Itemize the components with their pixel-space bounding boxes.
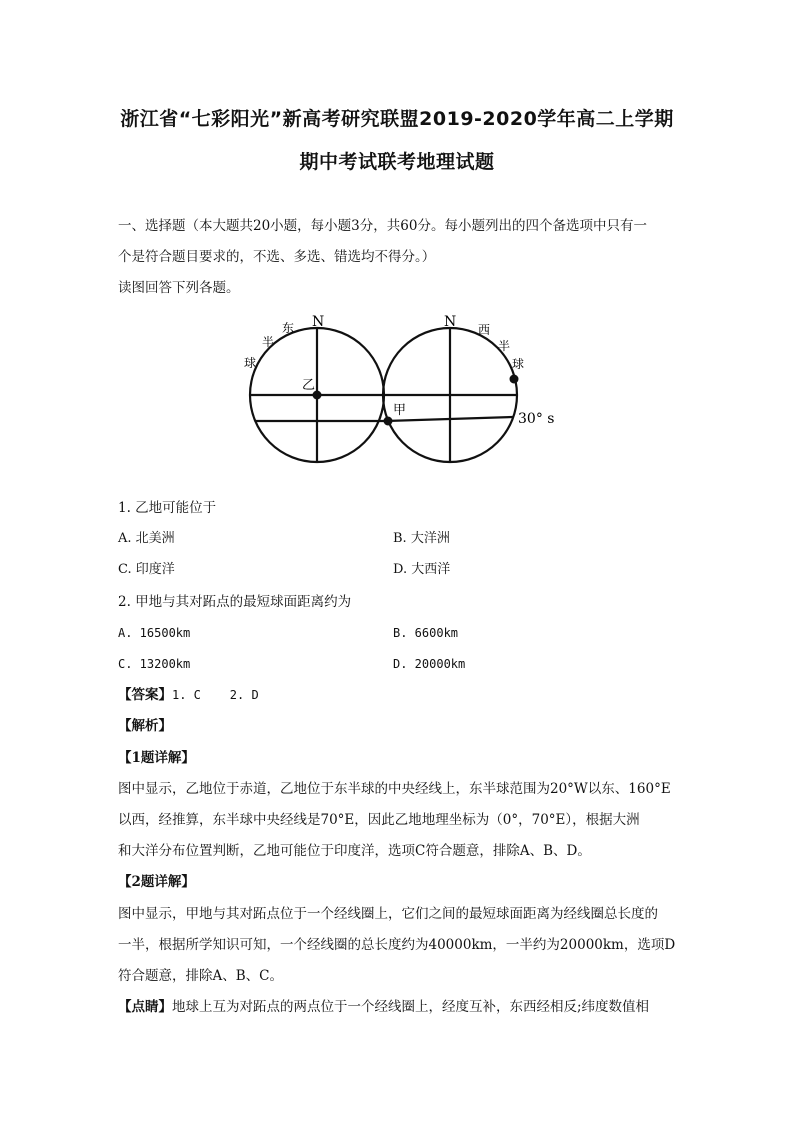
right-ban-label: 半 <box>498 339 511 353</box>
section-heading-line1: 一、选择题（本大题共20小题，每小题3分，共60分。每小题列出的四个备选项中只有一 <box>118 218 647 234</box>
q2-detail-line2: 一半，根据所学知识可知，一个经线圈的总长度约为40000km，一半约为20000km，选项D <box>118 937 676 953</box>
right-qiu-label: 球 <box>512 357 525 371</box>
q1-detail-label: 【1题详解】 <box>118 750 195 766</box>
document-title-line1: 浙江省“七彩阳光”新高考研究联盟2019-2020学年高二上学期 <box>120 108 674 130</box>
question-1-option-d: D. 大西洋 <box>393 562 451 577</box>
right-north-label: N <box>444 314 457 330</box>
question-1-option-c: C. 印度洋 <box>118 562 175 577</box>
question-2-option-d: D. 20000km <box>393 657 466 671</box>
tip-row <box>118 997 688 1017</box>
point-yi-label: 乙 <box>302 378 316 393</box>
left-north-label: N <box>312 314 325 330</box>
hemisphere-figure <box>230 305 570 487</box>
document-title-line2: 期中考试联考地理试题 <box>299 151 495 173</box>
tip-label: 【点睛】 <box>118 999 172 1015</box>
tip-text: 地球上互为对跖点的两点位于一个经线圈上，经度互补，东西经相反;纬度数值相 <box>172 999 650 1015</box>
left-dong-label: 东 <box>282 321 295 335</box>
point-jia-marker <box>384 417 393 426</box>
answer-value: 1. C 2. D <box>172 688 259 702</box>
question-2-option-c: C. 13200km <box>118 657 191 671</box>
left-ban-label: 半 <box>262 335 275 349</box>
right-edge-point-marker <box>510 375 519 384</box>
q1-detail-line1: 图中显示，乙地位于赤道，乙地位于东半球的中央经线上，东半球范围为20°W以东、160°E <box>118 781 671 797</box>
section-heading-line2: 个是符合题目要求的，不选、多选、错选均不得分。） <box>118 249 436 265</box>
question-1-stem: 1. 乙地可能位于 <box>118 500 217 516</box>
left-qiu-label: 球 <box>244 356 257 370</box>
q1-detail-line3: 和大洋分布位置判断，乙地可能位于印度洋，选项C符合题意，排除A、B、D。 <box>118 843 591 859</box>
question-1-option-a: A. 北美洲 <box>118 531 175 546</box>
question-2-option-a: A. 16500km <box>118 626 191 640</box>
q2-detail-line3: 符合题意，排除A、B、C。 <box>118 968 283 984</box>
answer-label: 【答案】 <box>118 687 172 703</box>
question-2-stem: 2. 甲地与其对跖点的最短球面距离约为 <box>118 594 352 610</box>
analysis-label: 【解析】 <box>118 718 172 734</box>
answer-row <box>118 685 688 705</box>
q2-detail-line1: 图中显示，甲地与其对跖点位于一个经线圈上，它们之间的最短球面距离为经线圈总长度的 <box>118 906 658 922</box>
right-xi-label: 西 <box>478 323 491 337</box>
section-instruction: 读图回答下列各题。 <box>118 280 240 296</box>
point-jia-label: 甲 <box>393 403 407 418</box>
question-1-option-b: B. 大洋洲 <box>393 531 450 546</box>
q2-detail-label: 【2题详解】 <box>118 874 195 890</box>
question-2-option-b: B. 6600km <box>393 626 459 640</box>
q1-detail-line2: 以西，经推算，东半球中央经线是70°E，因此乙地地理坐标为（0°，70°E），根据大洲 <box>118 812 640 828</box>
latitude-30s-label: 30° s <box>518 411 555 427</box>
